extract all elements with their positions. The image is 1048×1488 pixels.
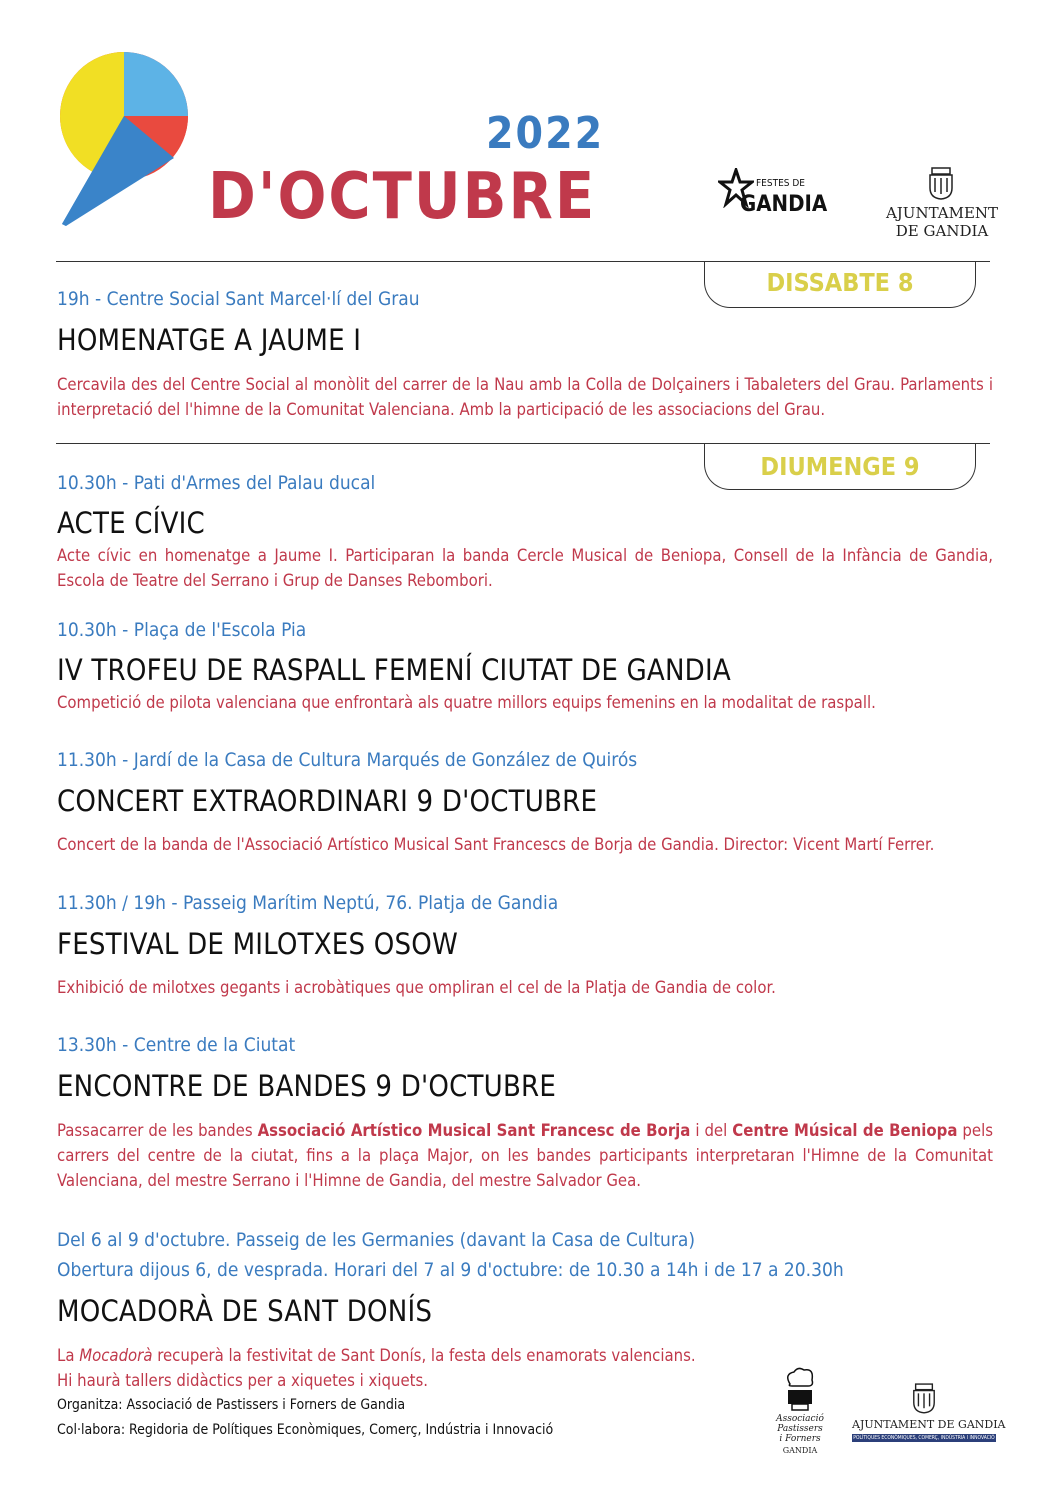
desc-text: La: [57, 1346, 80, 1365]
ajuntament-logo: [884, 166, 1000, 238]
day-tab-diumenge: [704, 444, 976, 490]
festes-line1: FESTES DE: [756, 178, 805, 189]
ajuntament-line1: AJUNTAMENT: [885, 204, 999, 222]
desc-text: pels carrers del centre de la ciutat, fins a la plaça Major, on les bandes participants interpretaran l'Himne de la Comunitat Valenciana, del mestre Serrano i l'Himne de Gandia, del mestre Salvador Gea.: [57, 1121, 993, 1190]
collabora-text: Col·labora: Regidoria de Polítiques Econòmiques, Comerç, Indústria i Innovació: [57, 1422, 554, 1438]
organitza-text: Organitza: Associació de Pastissers i Forners de Gandia: [57, 1397, 406, 1413]
event-title: ENCONTRE DE BANDES 9 D'OCTUBRE: [57, 1069, 557, 1103]
event-description: [57, 1343, 817, 1393]
pastissers-line2: Pastissers: [777, 1424, 823, 1434]
day-label: DIUMENGE 9: [760, 452, 920, 481]
pastissers-line4: GANDIA: [782, 1446, 818, 1455]
event-meta-hours: Obertura dijous 6, de vesprada. Horari del 7 al 9 d'octubre: de 10.30 a 14h i de 17 a 20.30h: [57, 1259, 844, 1281]
desc-text: Hi haurà tallers didàctics per a xiquetes i xiquets.: [57, 1371, 429, 1390]
event-meta: 10.30h - Pati d'Armes del Palau ducal: [57, 472, 376, 494]
pastissers-line1: Associació: [776, 1414, 824, 1424]
event-title: CONCERT EXTRAORDINARI 9 D'OCTUBRE: [57, 784, 598, 818]
event-meta: 13.30h - Centre de la Ciutat: [57, 1034, 296, 1056]
event-title: ACTE CÍVIC: [57, 506, 205, 540]
ajuntament-footer-logo: [852, 1382, 1006, 1444]
event-meta: Del 6 al 9 d'octubre. Passeig de les Germanies (davant la Casa de Cultura): [57, 1229, 696, 1251]
event-meta: 11.30h - Jardí de la Casa de Cultura Marqués de González de Quirós: [57, 749, 638, 771]
pastissers-logo: [770, 1366, 830, 1466]
desc-bold-text: Centre Músical de Beniopa: [732, 1121, 958, 1140]
desc-bold-text: Associació Artístico Musical Sant Francesc de Borja: [257, 1121, 691, 1140]
event-description: Acte cívic en homenatge a Jaume I. Participaran la banda Cercle Musical de Beniopa, Consell de la Infància de Gandia, Escola de Teatre del Serrano i Grup de Danses Rebombori.: [57, 546, 993, 590]
festes-gandia-logo: [718, 168, 828, 228]
event-description: Exhibició de milotxes gegants i acrobàtiques que ompliran el cel de la Platja de Gandia de color.: [57, 978, 776, 997]
header-year: 2022: [486, 108, 605, 159]
chef-hat-icon: [782, 1366, 818, 1412]
coat-of-arms-icon: [911, 1382, 937, 1414]
day-tab-dissabte: [704, 262, 976, 308]
event-meta: 19h - Centre Social Sant Marcel·lí del Grau: [57, 288, 420, 310]
desc-text: i del: [690, 1121, 733, 1140]
header-title-text: D'OCTUBRE: [208, 160, 597, 234]
ajuntament-footer-line1: AJUNTAMENT DE GANDIA: [852, 1418, 1006, 1431]
header-title: [208, 160, 596, 234]
pastissers-line3: i Forners: [779, 1434, 821, 1444]
desc-italic-text: Mocadorà: [79, 1346, 153, 1365]
desc-text: recuperà la festivitat de Sant Donís, la festa dels enamorats valencians.: [152, 1346, 696, 1365]
event-meta: 11.30h / 19h - Passeig Marítim Neptú, 76. Platja de Gandia: [57, 892, 559, 914]
event-title: HOMENATGE A JAUME I: [57, 323, 362, 357]
nine-logo-icon: [56, 48, 196, 232]
day-label: DISSABTE 8: [766, 268, 914, 297]
event-description: Competició de pilota valenciana que enfrontarà als quatre millors equips femenins en la modalitat de raspall.: [57, 693, 876, 712]
festes-line2: GANDIA: [740, 192, 828, 217]
ajuntament-footer-line2: POLÍTIQUES ECONÒMIQUES, COMERÇ, INDÚSTRIA I INNOVACIÓ: [853, 1435, 995, 1441]
event-title: MOCADORÀ DE SANT DONÍS: [57, 1294, 433, 1328]
event-description: [57, 1118, 993, 1193]
event-description: Concert de la banda de l'Associació Artístico Musical Sant Francescs de Borja de Gandia. Director: Vicent Martí Ferrer.: [57, 835, 935, 854]
event-title: IV TROFEU DE RASPALL FEMENÍ CIUTAT DE GANDIA: [57, 653, 731, 687]
event-description: Cercavila des del Centre Social al monòlit del carrer de la Nau amb la Colla de Dolçainers i Tabaleters del Grau. Parlaments i interpretació del l'himne de la Comunitat Valenciana. Amb la participació de les associacions del Grau.: [57, 375, 993, 419]
event-meta: 10.30h - Plaça de l'Escola Pia: [57, 619, 307, 641]
coat-of-arms-icon: [927, 166, 955, 200]
desc-text: Passacarrer de les bandes: [57, 1121, 258, 1140]
ajuntament-line2: DE GANDIA: [895, 222, 989, 240]
event-title: FESTIVAL DE MILOTXES OSOW: [57, 927, 458, 961]
